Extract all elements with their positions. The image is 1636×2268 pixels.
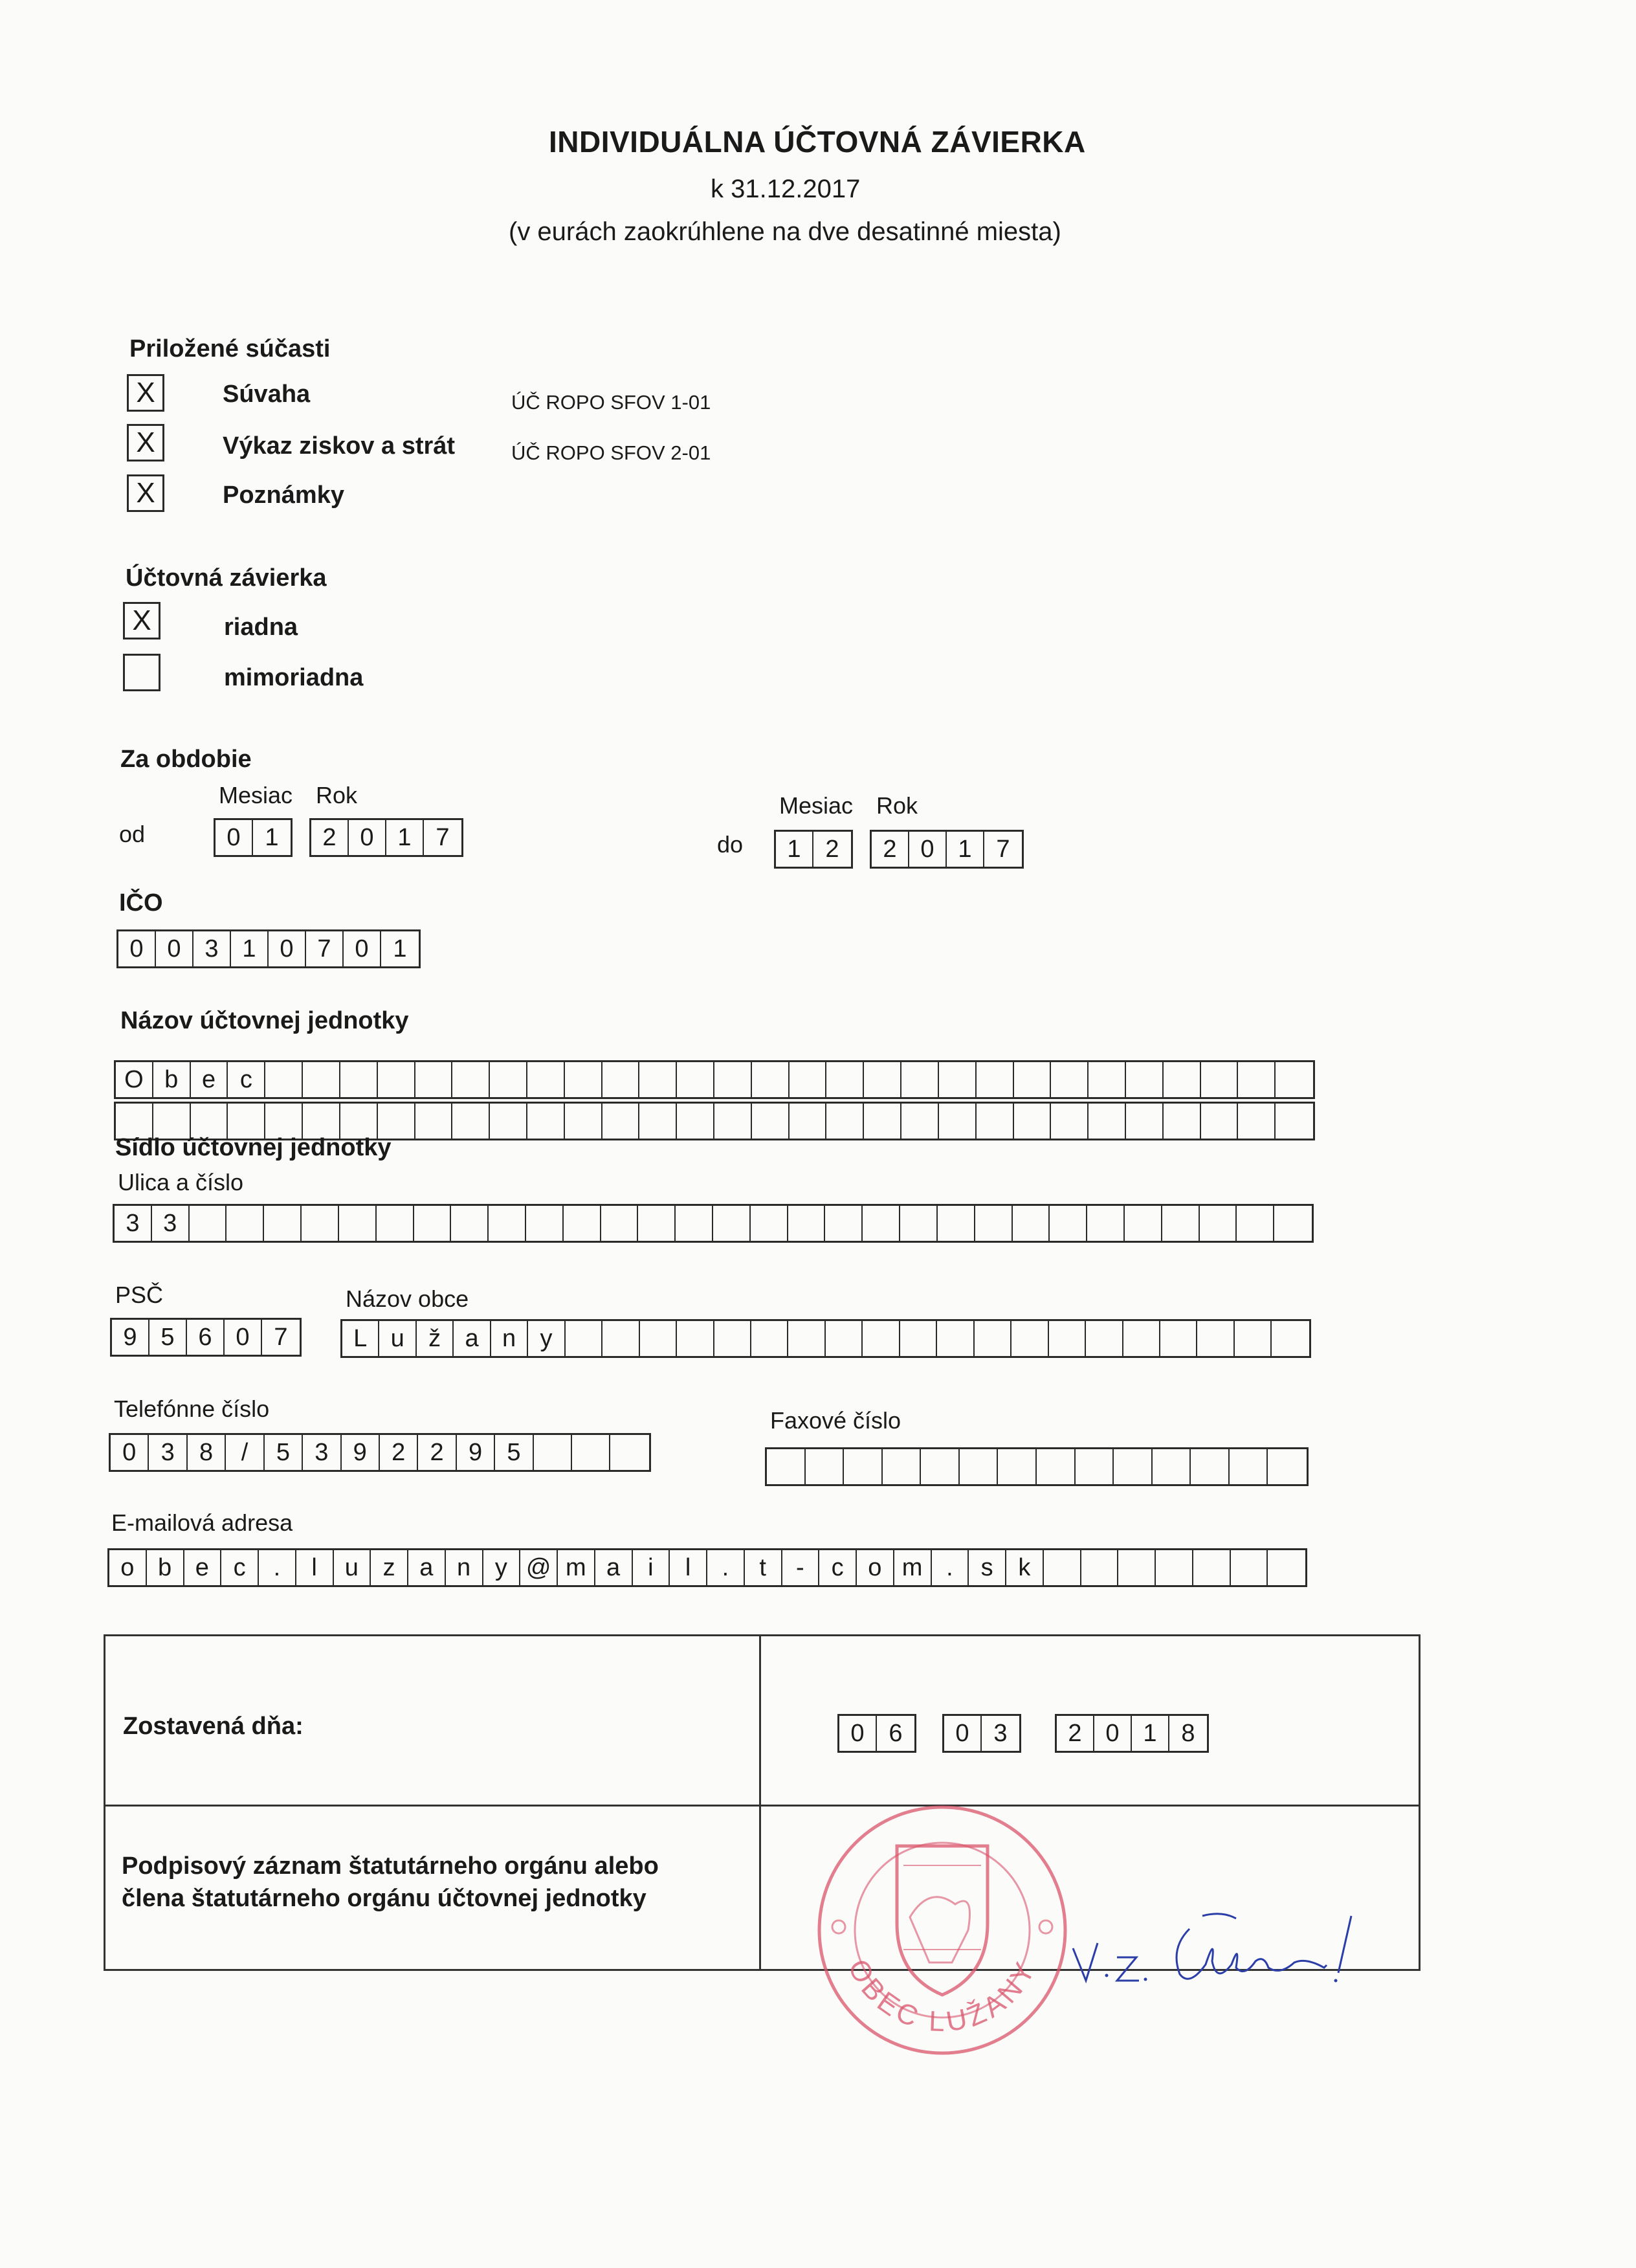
char-cell <box>564 1206 601 1241</box>
char-cell <box>565 1062 602 1097</box>
char-cell <box>1086 1321 1123 1356</box>
fax-field[interactable] <box>765 1447 1309 1486</box>
char-cell <box>975 1206 1013 1241</box>
email-label: E-mailová adresa <box>111 1509 293 1536</box>
char-cell: y <box>528 1321 565 1356</box>
ico-field[interactable] <box>116 929 421 968</box>
char-cell: 1 <box>947 832 984 867</box>
char-cell <box>1193 1550 1231 1585</box>
char-cell <box>601 1206 639 1241</box>
char-cell <box>864 1062 901 1097</box>
label-poznamky: Poznámky <box>223 482 344 509</box>
char-cell: 9 <box>342 1435 380 1470</box>
char-cell <box>901 1062 939 1097</box>
char-cell <box>452 1104 490 1139</box>
char-cell: i <box>633 1550 670 1585</box>
signature-table-divider <box>105 1805 1419 1807</box>
char-cell <box>1160 1321 1197 1356</box>
char-cell: 7 <box>996 835 1010 863</box>
char-cell <box>1050 1206 1087 1241</box>
char-cell <box>1276 1104 1313 1139</box>
char-cell: 2 <box>418 1435 456 1470</box>
code-vykaz: ÚČ ROPO SFOV 2-01 <box>511 441 711 464</box>
char-cell <box>788 1321 825 1356</box>
char-cell <box>572 1435 610 1470</box>
currency-note: (v eurách zaokrúhlene na dve desatinné miesta) <box>509 217 1061 246</box>
char-cell <box>977 1104 1014 1139</box>
char-cell <box>714 1062 752 1097</box>
char-cell <box>265 1062 303 1097</box>
checkbox-suvaha[interactable]: X <box>127 374 164 412</box>
char-cell: 1 <box>231 931 269 966</box>
compiled-month-field[interactable] <box>942 1714 1021 1753</box>
char-cell: k <box>1006 1550 1044 1585</box>
char-cell <box>602 1321 639 1356</box>
char-cell <box>526 1206 564 1241</box>
char-cell <box>751 1321 788 1356</box>
char-cell: 3 <box>993 1719 1008 1747</box>
char-cell: 6 <box>187 1320 225 1355</box>
to-label: do <box>717 831 744 858</box>
char-cell <box>1153 1449 1191 1484</box>
char-cell <box>937 1321 974 1356</box>
char-cell: 0 <box>839 1716 877 1751</box>
char-cell <box>1049 1321 1086 1356</box>
char-cell <box>790 1104 827 1139</box>
char-cell: 3 <box>303 1435 341 1470</box>
char-cell: 0 <box>349 820 386 855</box>
char-cell <box>639 1104 677 1139</box>
char-cell <box>378 1104 415 1139</box>
street-field[interactable] <box>113 1204 1314 1243</box>
char-cell <box>1164 1104 1201 1139</box>
document-title: INDIVIDUÁLNA ÚČTOVNÁ ZÁVIERKA <box>549 125 1086 159</box>
char-cell: 9 <box>457 1435 495 1470</box>
char-cell <box>1201 1104 1239 1139</box>
char-cell <box>1014 1062 1052 1097</box>
char-cell: 7 <box>306 931 344 966</box>
char-cell <box>1037 1449 1076 1484</box>
char-cell: 0 <box>344 931 381 966</box>
char-cell: - <box>782 1550 820 1585</box>
char-cell <box>826 1321 863 1356</box>
char-cell: l <box>670 1550 707 1585</box>
char-cell: n <box>446 1550 483 1585</box>
char-cell <box>921 1449 960 1484</box>
to-month-field[interactable] <box>774 830 853 869</box>
city-field[interactable] <box>340 1319 1311 1358</box>
char-cell: u <box>334 1550 371 1585</box>
char-cell <box>1164 1062 1201 1097</box>
char-cell: 7 <box>436 823 450 851</box>
char-cell <box>534 1435 572 1470</box>
char-cell: 2 <box>825 835 839 863</box>
char-cell <box>303 1104 340 1139</box>
char-cell: 3 <box>193 931 231 966</box>
char-cell: 2 <box>872 832 909 867</box>
psc-label: PSČ <box>115 1282 164 1308</box>
char-cell <box>190 1206 227 1241</box>
signature-table-column-divider <box>759 1636 761 1969</box>
char-cell: 0 <box>216 820 253 855</box>
char-cell: s <box>969 1550 1006 1585</box>
char-cell: 3 <box>152 1206 190 1241</box>
char-cell: 1 <box>1132 1716 1169 1751</box>
char-cell: 5 <box>149 1320 187 1355</box>
char-cell <box>752 1104 790 1139</box>
char-cell: 5 <box>265 1435 303 1470</box>
official-stamp <box>806 1794 1078 2066</box>
char-cell <box>116 1104 153 1139</box>
attached-parts-heading: Priložené súčasti <box>129 335 331 362</box>
char-cell: a <box>408 1550 446 1585</box>
char-cell <box>863 1206 900 1241</box>
checkbox-poznamky[interactable]: X <box>127 474 164 512</box>
char-cell: 9 <box>112 1320 149 1355</box>
char-cell <box>302 1206 339 1241</box>
char-cell <box>452 1062 490 1097</box>
char-cell: 0 <box>909 832 947 867</box>
char-cell <box>844 1449 883 1484</box>
char-cell: 2 <box>311 820 349 855</box>
char-cell <box>676 1206 713 1241</box>
char-cell <box>977 1062 1014 1097</box>
char-cell <box>227 1206 264 1241</box>
char-cell <box>228 1104 265 1139</box>
char-cell <box>900 1321 937 1356</box>
char-cell: 8 <box>188 1435 226 1470</box>
char-cell <box>377 1206 414 1241</box>
char-cell <box>1014 1104 1052 1139</box>
char-cell <box>1126 1104 1164 1139</box>
char-cell <box>938 1206 975 1241</box>
char-cell <box>490 1104 527 1139</box>
char-cell <box>790 1062 827 1097</box>
signature-label-line1: Podpisový záznam štatutárneho orgánu alebo <box>122 1852 659 1880</box>
char-cell <box>1162 1206 1200 1241</box>
char-cell: 0 <box>111 1435 149 1470</box>
char-cell: l <box>296 1550 334 1585</box>
char-cell: b <box>153 1062 191 1097</box>
address-label: Sídlo účtovnej jednotky <box>115 1134 392 1161</box>
char-cell: O <box>116 1062 153 1097</box>
char-cell <box>883 1449 922 1484</box>
char-cell <box>1051 1062 1089 1097</box>
char-cell: c <box>819 1550 857 1585</box>
char-cell: . <box>259 1550 296 1585</box>
phone-field[interactable] <box>109 1433 651 1472</box>
char-cell: 0 <box>1094 1716 1132 1751</box>
char-cell <box>825 1206 863 1241</box>
char-cell <box>1268 1449 1307 1484</box>
street-label: Ulica a číslo <box>118 1169 244 1195</box>
label-suvaha: Súvaha <box>223 381 311 408</box>
fax-label: Faxové číslo <box>770 1407 901 1434</box>
compiled-date-label: Zostavená dňa: <box>123 1713 304 1740</box>
char-cell <box>602 1062 640 1097</box>
char-cell <box>1087 1206 1125 1241</box>
char-cell <box>1089 1062 1126 1097</box>
statement-type-heading: Účtovná závierka <box>126 564 327 592</box>
char-cell <box>1276 1062 1313 1097</box>
label-mimoriadna: mimoriadna <box>224 664 364 691</box>
char-cell <box>1081 1550 1119 1585</box>
char-cell: ž <box>417 1321 454 1356</box>
document-date: k 31.12.2017 <box>711 175 861 203</box>
char-cell <box>610 1435 648 1470</box>
char-cell: c <box>221 1550 259 1585</box>
signature-label-line2: člena štatutárneho orgánu účtovnej jednotky <box>122 1885 647 1912</box>
char-cell: o <box>857 1550 894 1585</box>
char-cell: 8 <box>1181 1719 1195 1747</box>
char-cell <box>767 1449 806 1484</box>
char-cell <box>1125 1206 1162 1241</box>
char-cell <box>1231 1550 1268 1585</box>
char-cell <box>939 1104 977 1139</box>
char-cell <box>1235 1321 1272 1356</box>
ico-label: IČO <box>119 889 163 917</box>
char-cell <box>826 1104 864 1139</box>
checkbox-riadna[interactable]: X <box>123 602 160 639</box>
char-cell <box>863 1321 900 1356</box>
char-cell: 1 <box>265 823 279 851</box>
char-cell <box>1123 1321 1160 1356</box>
char-cell: y <box>483 1550 521 1585</box>
char-cell: 3 <box>149 1435 187 1470</box>
char-cell <box>714 1321 751 1356</box>
handwritten-signature <box>1067 1903 1377 2007</box>
char-cell <box>1237 1206 1274 1241</box>
char-cell <box>1089 1104 1126 1139</box>
to-month-label: Mesiac <box>779 792 854 819</box>
char-cell <box>602 1104 640 1139</box>
char-cell <box>677 1321 714 1356</box>
from-month-label: Mesiac <box>219 782 293 808</box>
city-label: Názov obce <box>346 1285 469 1312</box>
char-cell <box>1191 1449 1230 1484</box>
stamp-text: OBEC LUŽANY <box>841 1954 1043 2038</box>
char-cell <box>339 1206 377 1241</box>
char-cell <box>639 1062 677 1097</box>
char-cell: @ <box>520 1550 558 1585</box>
char-cell <box>975 1321 1011 1356</box>
char-cell <box>566 1321 602 1356</box>
char-cell: 5 <box>495 1435 533 1470</box>
char-cell <box>303 1062 340 1097</box>
char-cell <box>677 1062 714 1097</box>
char-cell: 3 <box>115 1206 152 1241</box>
char-cell: u <box>379 1321 416 1356</box>
char-cell <box>677 1104 714 1139</box>
char-cell <box>415 1104 453 1139</box>
char-cell <box>900 1206 938 1241</box>
char-cell: 2 <box>380 1435 418 1470</box>
char-cell <box>752 1062 790 1097</box>
char-cell <box>1118 1550 1156 1585</box>
char-cell <box>713 1206 751 1241</box>
char-cell <box>1013 1206 1050 1241</box>
char-cell: 0 <box>156 931 193 966</box>
from-label: od <box>119 821 146 847</box>
char-cell <box>1268 1550 1305 1585</box>
entity-name-label: Názov účtovnej jednotky <box>120 1007 409 1034</box>
char-cell: 1 <box>393 935 407 962</box>
char-cell: m <box>558 1550 595 1585</box>
char-cell <box>1044 1550 1081 1585</box>
char-cell <box>1201 1062 1239 1097</box>
char-cell: L <box>342 1321 379 1356</box>
char-cell <box>1156 1550 1193 1585</box>
char-cell <box>640 1321 677 1356</box>
char-cell <box>1126 1062 1164 1097</box>
char-cell: 0 <box>269 931 306 966</box>
label-riadna: riadna <box>224 614 298 641</box>
char-cell: m <box>894 1550 932 1585</box>
compiled-day-field[interactable] <box>837 1714 916 1753</box>
char-cell: o <box>109 1550 147 1585</box>
char-cell <box>264 1206 302 1241</box>
char-cell: e <box>184 1550 222 1585</box>
char-cell <box>714 1104 752 1139</box>
char-cell <box>1274 1206 1312 1241</box>
char-cell <box>788 1206 826 1241</box>
period-heading: Za obdobie <box>120 746 252 773</box>
char-cell <box>960 1449 999 1484</box>
char-cell <box>864 1104 901 1139</box>
char-cell <box>1238 1104 1276 1139</box>
char-cell <box>340 1062 378 1097</box>
char-cell <box>1238 1062 1276 1097</box>
char-cell: 6 <box>889 1719 903 1747</box>
compiled-year-field[interactable] <box>1055 1714 1209 1753</box>
char-cell <box>489 1206 526 1241</box>
char-cell: 0 <box>118 931 156 966</box>
code-suvaha: ÚČ ROPO SFOV 1-01 <box>511 391 711 414</box>
char-cell <box>378 1062 415 1097</box>
char-cell <box>415 1062 453 1097</box>
char-cell: e <box>191 1062 228 1097</box>
psc-field[interactable] <box>110 1318 302 1357</box>
char-cell: t <box>745 1550 782 1585</box>
char-cell <box>1011 1321 1048 1356</box>
from-year-label: Rok <box>316 782 358 808</box>
char-cell: a <box>595 1550 633 1585</box>
char-cell: b <box>147 1550 184 1585</box>
char-cell <box>998 1449 1037 1484</box>
char-cell: 1 <box>776 832 813 867</box>
phone-label: Telefónne číslo <box>114 1395 270 1422</box>
char-cell: . <box>707 1550 745 1585</box>
char-cell <box>1200 1206 1237 1241</box>
char-cell <box>414 1206 452 1241</box>
char-cell <box>1272 1321 1309 1356</box>
char-cell <box>1197 1321 1234 1356</box>
from-year-field[interactable] <box>309 818 463 857</box>
char-cell: n <box>491 1321 528 1356</box>
char-cell <box>565 1104 602 1139</box>
char-cell <box>191 1104 228 1139</box>
char-cell: 0 <box>944 1716 982 1751</box>
to-year-label: Rok <box>876 792 918 819</box>
char-cell <box>340 1104 378 1139</box>
char-cell: 0 <box>225 1320 262 1355</box>
char-cell <box>527 1104 565 1139</box>
char-cell <box>1076 1449 1114 1484</box>
to-year-field[interactable] <box>870 830 1024 869</box>
char-cell <box>638 1206 676 1241</box>
email-field[interactable] <box>107 1548 1307 1587</box>
label-vykaz: Výkaz ziskov a strát <box>223 432 456 460</box>
char-cell: c <box>228 1062 265 1097</box>
char-cell: z <box>371 1550 408 1585</box>
char-cell <box>939 1062 977 1097</box>
char-cell: . <box>932 1550 969 1585</box>
char-cell <box>265 1104 303 1139</box>
char-cell <box>1230 1449 1268 1484</box>
char-cell: 2 <box>1057 1716 1094 1751</box>
checkbox-vykaz[interactable]: X <box>127 424 164 461</box>
char-cell <box>1114 1449 1153 1484</box>
char-cell <box>153 1104 191 1139</box>
char-cell <box>751 1206 788 1241</box>
char-cell: a <box>454 1321 491 1356</box>
char-cell <box>826 1062 864 1097</box>
char-cell: 7 <box>274 1323 288 1351</box>
checkbox-mimoriadna[interactable] <box>123 654 160 691</box>
char-cell <box>901 1104 939 1139</box>
char-cell: / <box>226 1435 264 1470</box>
from-month-field[interactable] <box>214 818 293 857</box>
char-cell <box>451 1206 489 1241</box>
char-cell: 1 <box>386 820 424 855</box>
char-cell <box>1051 1104 1089 1139</box>
entity-name-field-row1[interactable] <box>114 1060 1315 1099</box>
char-cell <box>490 1062 527 1097</box>
char-cell <box>527 1062 565 1097</box>
char-cell <box>806 1449 845 1484</box>
